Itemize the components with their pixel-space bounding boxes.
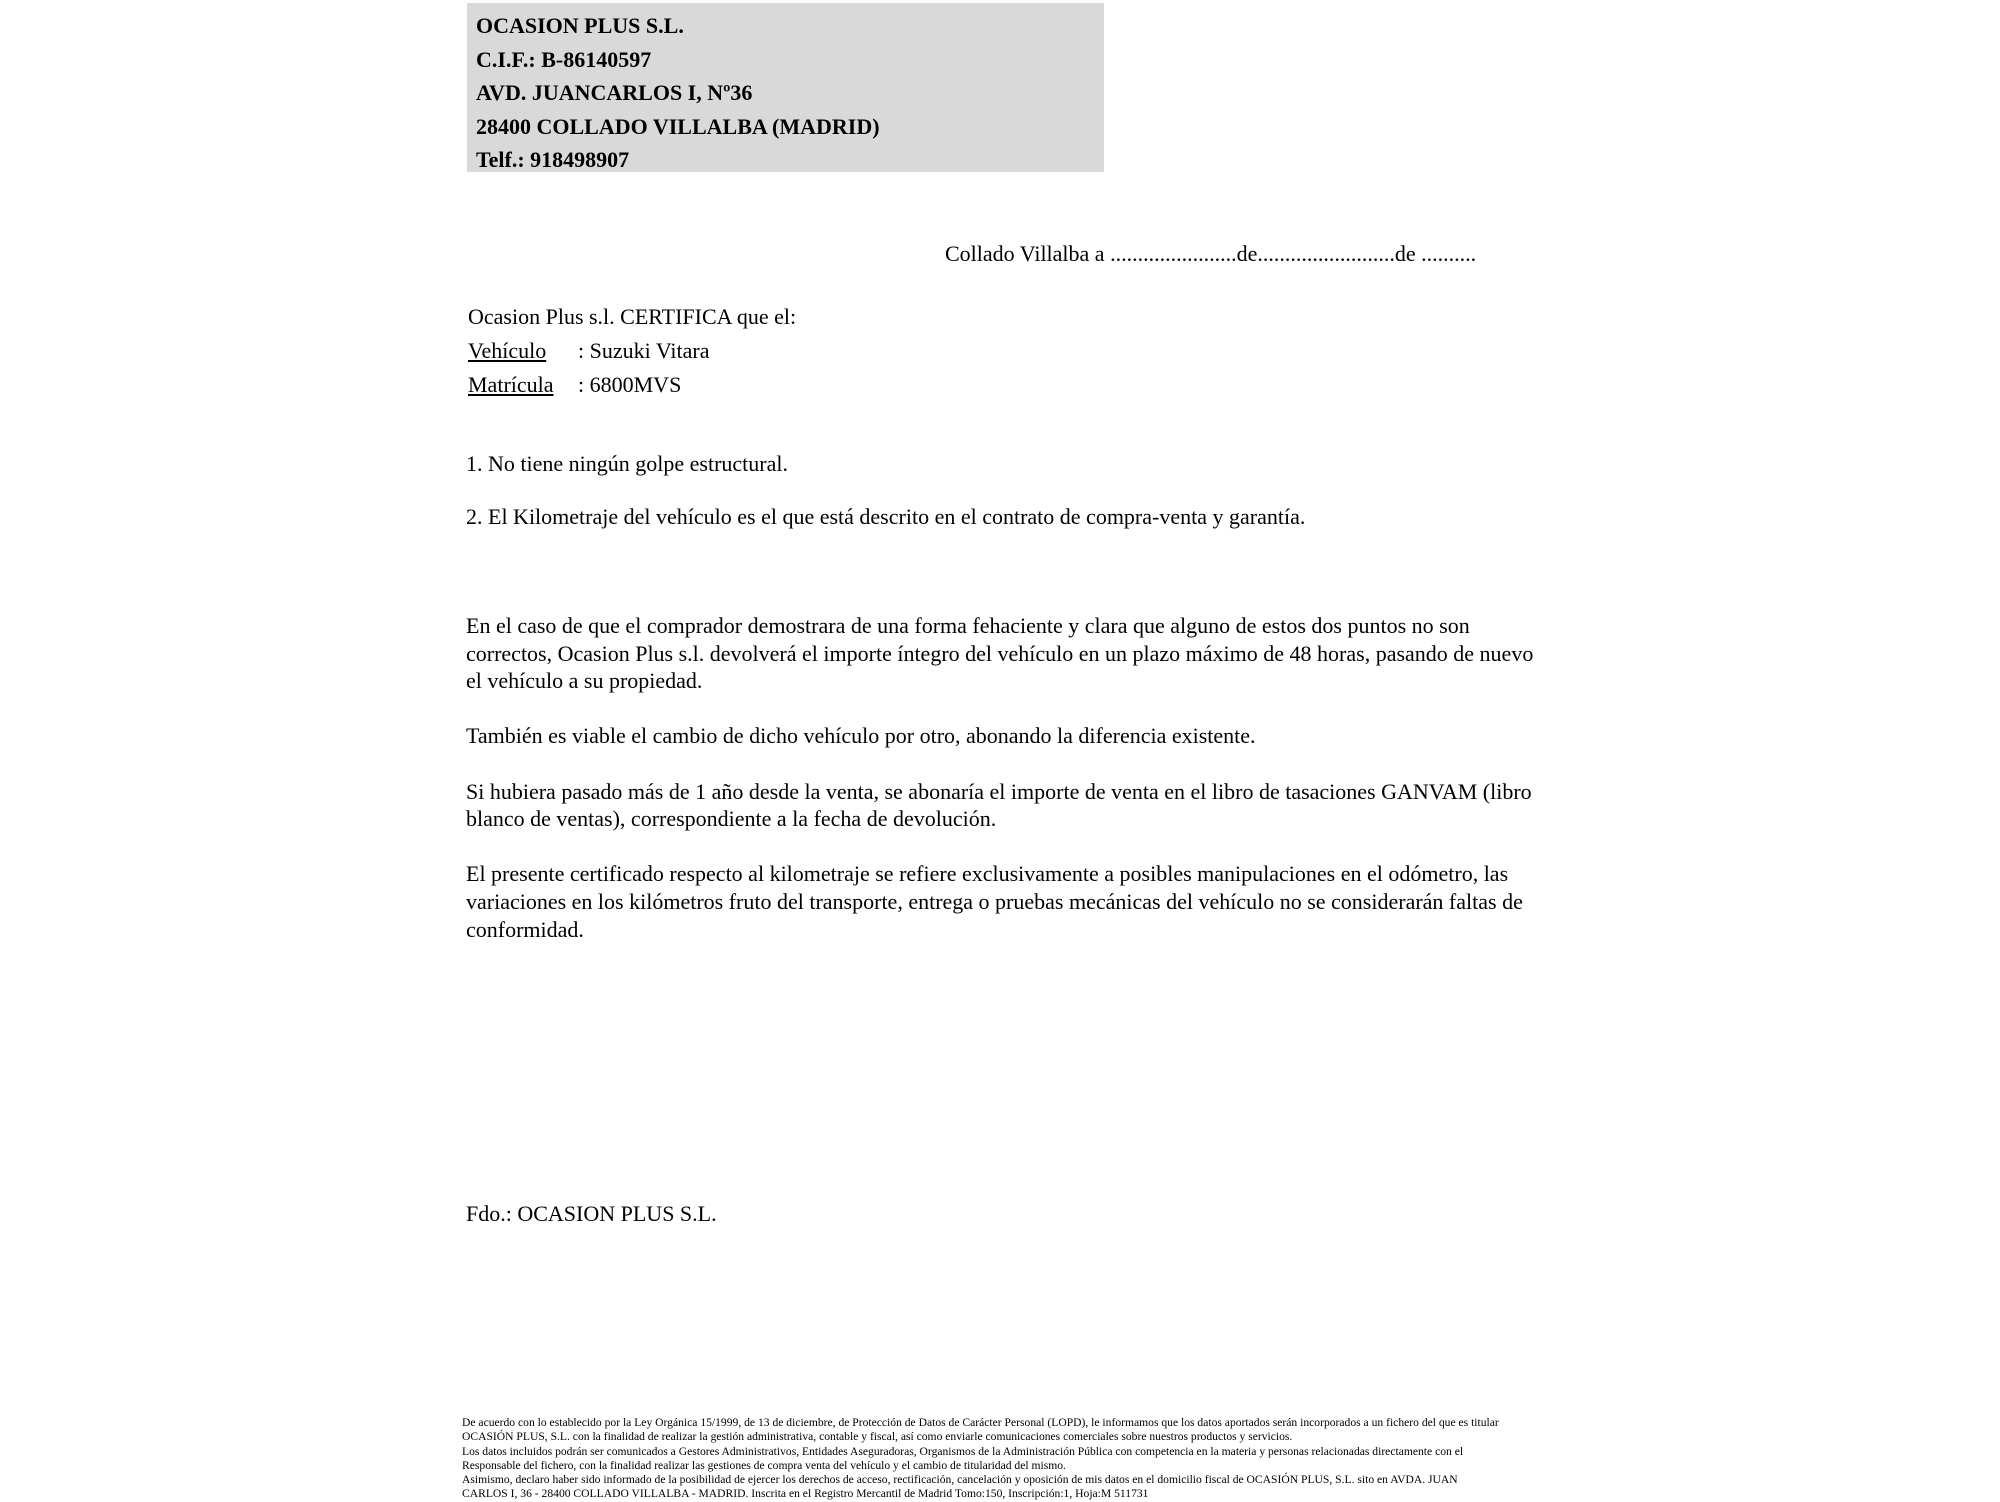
- plate-label: Matrícula: [468, 372, 554, 397]
- vehicle-label: Vehículo: [468, 338, 547, 363]
- legal-line: De acuerdo con lo establecido por la Ley Orgánica 15/1999, de 13 de diciembre, de Protección de Datos de Carácter Personal (LOPD), le informamos que los datos aportados serán incorporados a un fichero del que es titular: [462, 1416, 1499, 1429]
- certified-point-2: 2. El Kilometraje del vehículo es el que está descrito en el contrato de compra-venta y garantía.: [466, 504, 1306, 529]
- legal-line: CARLOS I, 36 - 28400 COLLADO VILLALBA - MADRID. Inscrita en el Registro Mercantil de Madrid Tomo:150, Inscripción:1, Hoja:M 511731: [462, 1487, 1149, 1501]
- terms-paragraphs: [466, 612, 1551, 971]
- certify-intro: Ocasion Plus s.l. CERTIFICA que el:: [468, 304, 797, 329]
- legal-line: Asimismo, declaro haber sido informado de la posibilidad de ejercer los derechos de acceso, rectificación, cancelación y oposición de mis datos en el domicilio fiscal de OCASIÓN PLUS, S.L. sito en AVDA. JUAN: [462, 1473, 1458, 1487]
- company-city: 28400 COLLADO VILLALBA (MADRID): [476, 113, 880, 139]
- vehicle-separator: :: [578, 338, 585, 363]
- company-name: OCASION PLUS S.L.: [476, 13, 684, 38]
- refund-paragraph: En el caso de que el comprador demostrara de una forma fehaciente y clara que alguno de estos dos puntos no son correctos, Ocasion Plus s.l. devolverá el importe íntegro del vehículo en un plazo máximo de 48 horas, pasando de nuevo el vehículo a su propiedad.: [466, 613, 1534, 694]
- certification-block: [468, 300, 796, 402]
- vehicle-value: Suzuki Vitara: [589, 338, 710, 363]
- exchange-paragraph: También es viable el cambio de dicho vehículo por otro, abonando la diferencia existente.: [466, 723, 1256, 749]
- plate-label-box: [468, 368, 578, 402]
- company-header-box: [467, 3, 1104, 172]
- signature-line: Fdo.: OCASION PLUS S.L.: [466, 1201, 717, 1226]
- company-cif: C.I.F.: B-86140597: [476, 46, 652, 72]
- company-phone: Telf.: 918498907: [476, 147, 630, 172]
- legal-line: Los datos incluidos podrán ser comunicados a Gestores Administrativos, Entidades Aseguradoras, Organismos de la Administración Pública con competencia en la materia y personas relacionadas directamente con el: [462, 1444, 1464, 1458]
- legal-line: Responsable del fichero, con la finalidad realizar las gestiones de compra venta del vehículo y el cambio de titularidad del mismo.: [462, 1458, 1066, 1472]
- odometer-paragraph: El presente certificado respecto al kilometraje se refiere exclusivamente a posibles manipulaciones en el odómetro, las variaciones en los kilómetros fruto del transporte, entrega o pruebas mecánicas del vehículo no se considerarán faltas de conformidad.: [466, 861, 1523, 942]
- vehicle-field: [468, 334, 796, 368]
- legal-line: OCASIÓN PLUS, S.L. con la finalidad de realizar la gestión administrativa, contable y fiscal, así como enviarle comunicaciones comerciales sobre nuestros productos y servicios.: [462, 1430, 1293, 1444]
- plate-separator: :: [578, 372, 585, 397]
- plate-value: 6800MVS: [589, 372, 682, 397]
- certified-point-1: 1. No tiene ningún golpe estructural.: [466, 451, 788, 476]
- plate-field: [468, 368, 796, 402]
- date-fill-in-line: Collado Villalba a .......................de.........................de ..........: [945, 241, 1477, 266]
- ganvam-paragraph: Si hubiera pasado más de 1 año desde la venta, se abonaría el importe de venta en el libro de tasaciones GANVAM (libro blanco de ventas), correspondiente a la fecha de devolución.: [466, 778, 1532, 832]
- company-address: AVD. JUANCARLOS I, Nº36: [476, 80, 753, 105]
- vehicle-label-box: [468, 334, 578, 368]
- legal-fine-print: [462, 1416, 1499, 1502]
